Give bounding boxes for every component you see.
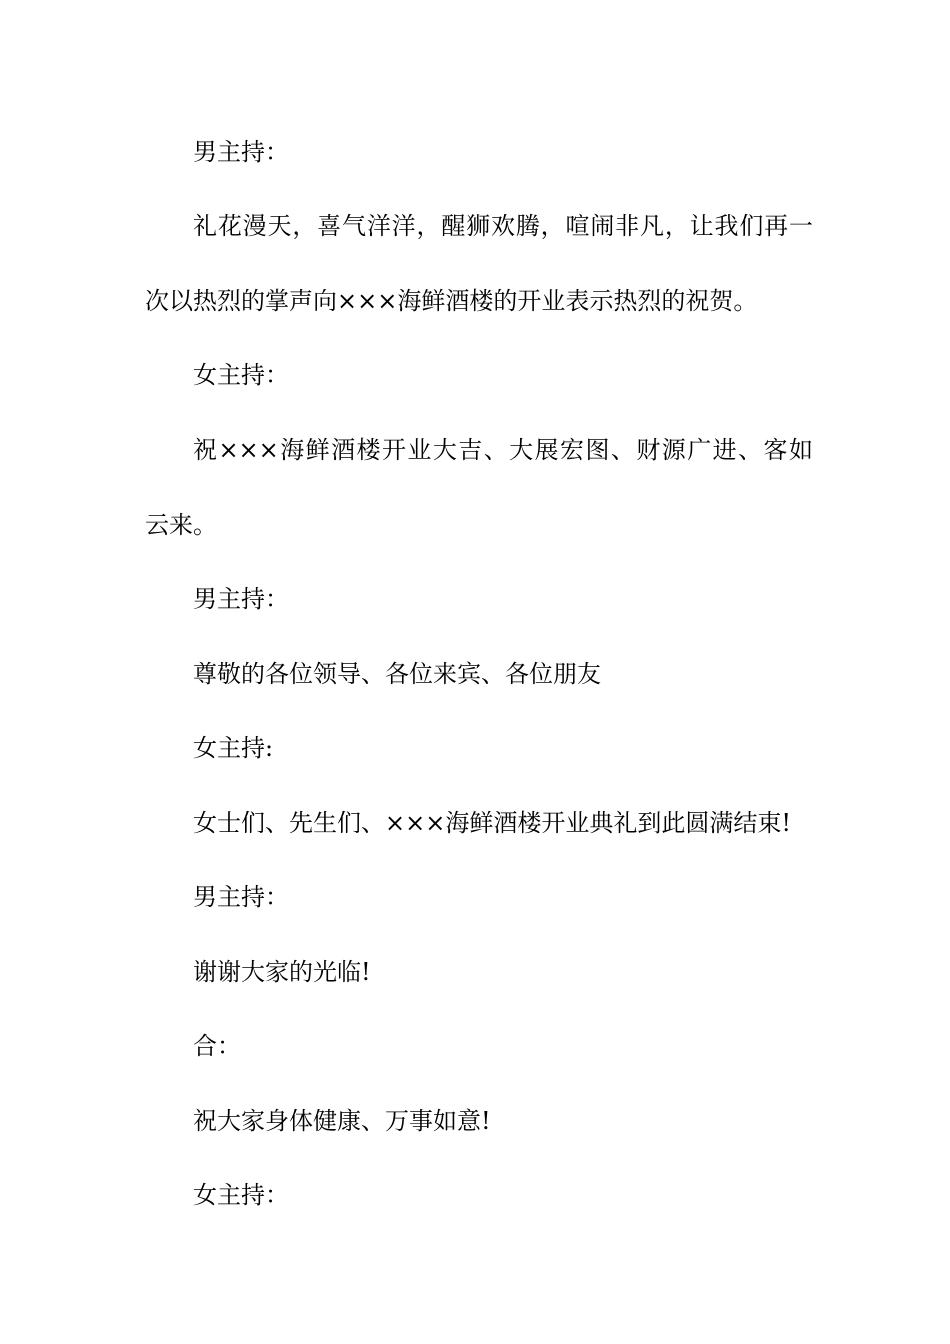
speaker-label: 女主持： — [193, 361, 289, 389]
paragraph-line: 尊敬的各位领导、各位来宾、各位朋友 — [193, 660, 601, 688]
speaker-label: 合： — [193, 1032, 241, 1060]
paragraph-line: 谢谢大家的光临! — [193, 958, 371, 986]
speaker-label: 女主持： — [193, 1181, 289, 1209]
speaker-label: 男主持： — [193, 883, 289, 911]
speaker-label: 女主持: — [193, 734, 274, 762]
paragraph-line: 女士们、先生们、×××海鲜酒楼开业典礼到此圆满结束! — [193, 809, 791, 837]
paragraph-line: 礼花漫天，喜气洋洋，醒狮欢腾，喧闹非凡，让我们再一 — [193, 212, 813, 240]
paragraph-line: 祝×××海鲜酒楼开业大吉、大展宏图、财源广进、客如 — [193, 436, 813, 464]
speaker-label: 男主持： — [193, 138, 289, 166]
speaker-label: 男主持： — [193, 585, 289, 613]
paragraph-line: 祝大家身体健康、万事如意! — [193, 1107, 491, 1135]
paragraph-line: 次以热烈的掌声向×××海鲜酒楼的开业表示热烈的祝贺。 — [145, 287, 758, 315]
paragraph-line: 云来。 — [145, 511, 217, 539]
